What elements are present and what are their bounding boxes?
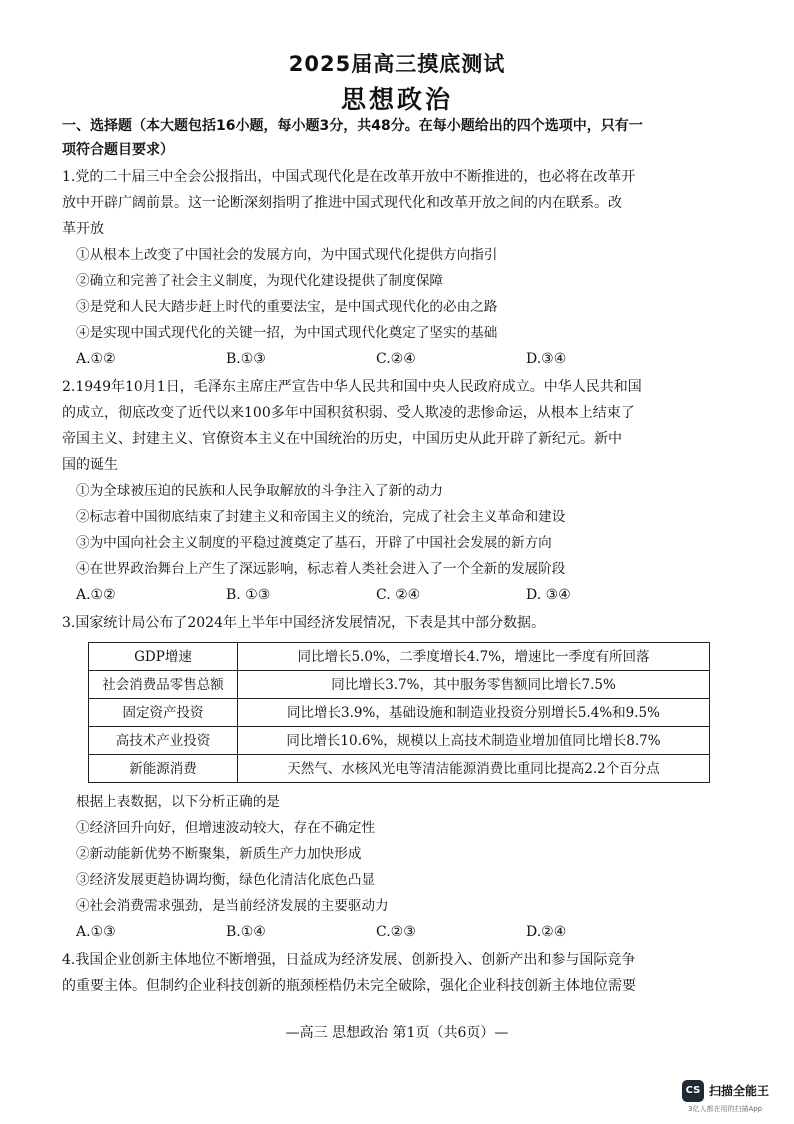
question-stem	[62, 374, 726, 478]
choice-a: A.①③	[76, 924, 116, 940]
choice-a: A.①②	[76, 587, 116, 603]
table-cell-value: 同比增长5.0%，二季度增长4.7%，增速比一季度有所回落	[238, 643, 710, 671]
scanner-app-name: 扫描全能王	[709, 1084, 770, 1098]
choice-c: C.②④	[376, 351, 416, 367]
table-row	[89, 643, 710, 671]
scanner-watermark	[682, 1080, 792, 1116]
section-heading	[62, 114, 726, 162]
question-stem	[62, 610, 726, 636]
stem-line: 1.党的二十届三中全会公报指出，中国式现代化是在改革开放中不断推进的，也必将在改革开	[62, 169, 636, 185]
stem-line: 的成立，彻底改变了近代以来100多年中国积贫积弱、受人欺凌的悲惨命运，从根本上结束了	[62, 405, 635, 421]
table-cell-key: 社会消费品零售总额	[89, 671, 238, 699]
choice-b: B.①③	[226, 351, 266, 367]
option: ①从根本上改变了中国社会的发展方向，为中国式现代化提供方向指引	[76, 247, 498, 263]
table-cell-value: 天然气、水核风光电等清洁能源消费比重同比提高2.2个百分点	[238, 755, 710, 783]
stem-line: 帝国主义、封建主义、官僚资本主义在中国统治的历史，中国历史从此开辟了新纪元。新中	[62, 431, 622, 447]
choice-c: C.②③	[376, 924, 416, 940]
scanner-logo-icon: CS	[682, 1080, 704, 1102]
stem-line: 革开放	[62, 221, 104, 237]
stem-line: 2.1949年10月1日，毛泽东主席庄严宣告中华人民共和国中央人民政府成立。中华人民共和国	[62, 379, 642, 395]
option: ②新动能新优势不断聚集，新质生产力加快形成	[76, 846, 362, 862]
stem-line: 国的诞生	[62, 457, 118, 473]
option: ③为中国向社会主义制度的平稳过渡奠定了基石，开辟了中国社会发展的新方向	[76, 535, 552, 551]
stem-line: 放中开辟广阔前景。这一论断深刻指明了推进中国式现代化和改革开放之间的内在联系。改	[62, 195, 622, 211]
table-cell-value: 同比增长3.9%，基础设施和制造业投资分别增长5.4%和9.5%	[238, 699, 710, 727]
option: ③经济发展更趋协调均衡，绿色化清洁化底色凸显	[76, 872, 376, 888]
answer-choices	[62, 919, 726, 945]
answer-choices	[62, 346, 726, 372]
option: ③是党和人民大踏步赶上时代的重要法宝，是中国式现代化的必由之路	[76, 299, 498, 315]
question-1	[62, 164, 726, 372]
option: ④在世界政治舞台上产生了深远影响，标志着人类社会进入了一个全新的发展阶段	[76, 561, 566, 577]
question-2	[62, 374, 726, 608]
exam-title: 2025届高三摸底测试	[288, 52, 506, 76]
choice-b: B.①④	[226, 924, 266, 940]
option: ④社会消费需求强劲，是当前经济发展的主要驱动力	[76, 898, 389, 914]
table-cell-value: 同比增长3.7%，其中服务零售额同比增长7.5%	[238, 671, 710, 699]
stem-line: 的重要主体。但制约企业科技创新的瓶颈桎梏仍未完全破除，强化企业科技创新主体地位需要	[62, 978, 636, 994]
section-heading-line: 一、选择题（本大题包括16小题，每小题3分，共48分。在每小题给出的四个选项中，只有一	[62, 118, 643, 134]
table-cell-key: 固定资产投资	[89, 699, 238, 727]
question-stem	[62, 164, 726, 242]
stem-line: 3.国家统计局公布了2024年上半年中国经济发展情况，下表是其中部分数据。	[62, 615, 545, 631]
answer-choices	[62, 582, 726, 608]
economic-data-table	[88, 642, 710, 783]
table-cell-value: 同比增长10.6%，规模以上高技术制造业增加值同比增长8.7%	[238, 727, 710, 755]
choice-c: C. ②④	[376, 587, 421, 603]
table-row	[89, 671, 710, 699]
page-footer: —高三 思想政治 第1页（共6页）—	[285, 1025, 509, 1041]
scanner-tagline: 3亿人都在用的扫描App	[688, 1105, 763, 1113]
table-cell-key: GDP增速	[89, 643, 238, 671]
question-prompt: 根据上表数据，以下分析正确的是	[76, 794, 280, 810]
choice-a: A.①②	[76, 351, 116, 367]
section-heading-line: 项符合题目要求）	[62, 142, 174, 158]
choice-d: D. ③④	[526, 587, 571, 603]
table-cell-key: 高技术产业投资	[89, 727, 238, 755]
choice-d: D.③④	[526, 351, 567, 367]
option: ①为全球被压迫的民族和人民争取解放的斗争注入了新的动力	[76, 483, 444, 499]
table-cell-key: 新能源消费	[89, 755, 238, 783]
option: ②确立和完善了社会主义制度，为现代化建设提供了制度保障	[76, 273, 444, 289]
stem-line: 4.我国企业创新主体地位不断增强，日益成为经济发展、创新投入、创新产出和参与国际竞争	[62, 952, 636, 968]
choice-d: D.②④	[526, 924, 567, 940]
option: ①经济回升向好，但增速波动较大，存在不确定性	[76, 820, 376, 836]
option: ②标志着中国彻底结束了封建主义和帝国主义的统治，完成了社会主义革命和建设	[76, 509, 566, 525]
question-content	[62, 114, 726, 999]
table-row	[89, 699, 710, 727]
table-row	[89, 727, 710, 755]
question-3	[62, 610, 726, 945]
table-row	[89, 755, 710, 783]
option: ④是实现中国式现代化的关键一招，为中国式现代化奠定了坚实的基础	[76, 325, 498, 341]
question-4	[62, 947, 726, 999]
choice-b: B. ①③	[226, 587, 271, 603]
question-stem	[62, 947, 726, 999]
subject-title: 思想政治	[340, 85, 453, 114]
